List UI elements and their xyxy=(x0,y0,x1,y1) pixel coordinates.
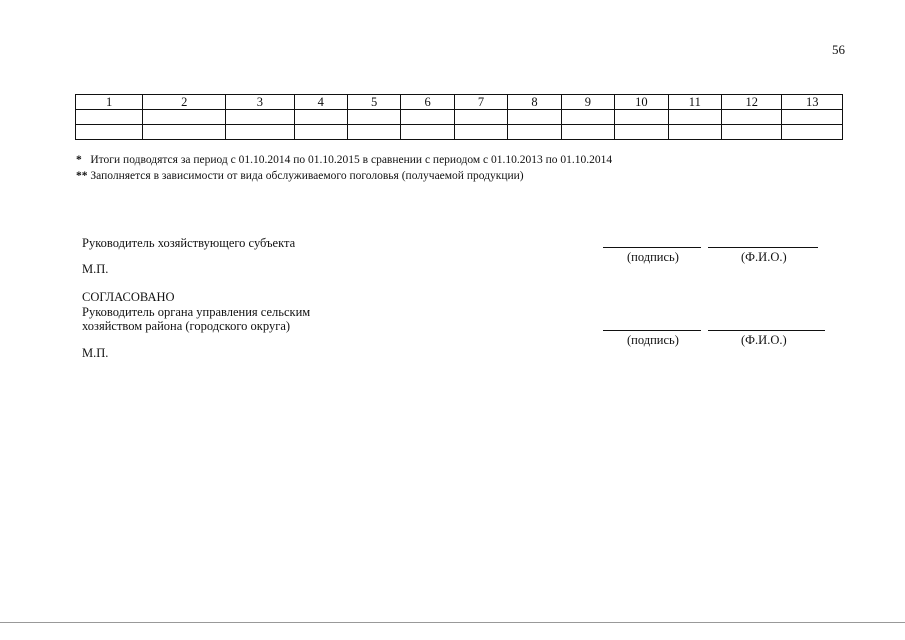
table-cell[interactable] xyxy=(294,125,347,140)
table-cell[interactable] xyxy=(401,125,454,140)
table-cell[interactable] xyxy=(226,125,294,140)
table-cell[interactable] xyxy=(454,125,507,140)
table-cell[interactable] xyxy=(143,125,226,140)
table-header-cell: 1 xyxy=(76,95,143,110)
table-cell[interactable] xyxy=(615,110,669,125)
table-cell[interactable] xyxy=(143,110,226,125)
footnote-1 xyxy=(76,154,612,166)
signatory-1-title: Руководитель хозяйствующего субъекта xyxy=(82,236,296,250)
name-caption-1: (Ф.И.О.) xyxy=(741,250,787,264)
signature-line-1[interactable] xyxy=(603,247,701,248)
signature-caption-2: (подпись) xyxy=(627,333,679,347)
footnote-2-text: Заполняется в зависимости от вида обслуживаемого поголовья (получаемой продукции) xyxy=(90,170,524,182)
signatory-2-title-line1: Руководитель органа управления сельским xyxy=(82,305,311,319)
scan-edge-line xyxy=(0,622,905,623)
table-header-cell: 2 xyxy=(143,95,226,110)
data-table xyxy=(75,94,843,140)
page-number: 56 xyxy=(832,42,845,57)
table-cell[interactable] xyxy=(508,125,561,140)
table-header-cell: 4 xyxy=(294,95,347,110)
table-header-cell: 9 xyxy=(561,95,614,110)
table-cell[interactable] xyxy=(76,125,143,140)
table-cell[interactable] xyxy=(401,110,454,125)
table-cell[interactable] xyxy=(508,110,561,125)
table-cell[interactable] xyxy=(294,110,347,125)
table-cell[interactable] xyxy=(615,125,669,140)
table-header-cell: 11 xyxy=(668,95,722,110)
stamp-place-2: М.П. xyxy=(82,346,109,360)
table-cell[interactable] xyxy=(722,110,782,125)
table-header-cell: 6 xyxy=(401,95,454,110)
table-cell[interactable] xyxy=(347,125,400,140)
table-cell[interactable] xyxy=(561,125,614,140)
table-cell[interactable] xyxy=(782,110,843,125)
name-caption-2: (Ф.И.О.) xyxy=(741,333,787,347)
table-header-row xyxy=(76,95,843,110)
signatory-2-title-line2: хозяйством района (городского округа) xyxy=(82,319,291,333)
footnote-1-text: Итоги подводятся за период с 01.10.2014 по 01.10.2015 в сравнении с периодом с 01.10.2013 по 01.10.2014 xyxy=(90,154,613,166)
stamp-place-1: М.П. xyxy=(82,262,109,276)
table-cell[interactable] xyxy=(226,110,294,125)
table-header-cell: 10 xyxy=(615,95,669,110)
table-cell[interactable] xyxy=(76,110,143,125)
table-cell[interactable] xyxy=(668,110,722,125)
table-cell[interactable] xyxy=(782,125,843,140)
table-row xyxy=(76,110,843,125)
approved-heading: СОГЛАСОВАНО xyxy=(82,290,175,304)
footnote-2 xyxy=(76,170,524,182)
table-header-cell: 12 xyxy=(722,95,782,110)
signature-line-2[interactable] xyxy=(603,330,701,331)
signature-caption-1: (подпись) xyxy=(627,250,679,264)
table-header-cell: 3 xyxy=(226,95,294,110)
table-header-cell: 8 xyxy=(508,95,561,110)
table-row xyxy=(76,125,843,140)
table-cell[interactable] xyxy=(347,110,400,125)
name-line-1[interactable] xyxy=(708,247,818,248)
table-cell[interactable] xyxy=(668,125,722,140)
table-cell[interactable] xyxy=(722,125,782,140)
table-cell[interactable] xyxy=(454,110,507,125)
table-header-cell: 13 xyxy=(782,95,843,110)
table-header-cell: 7 xyxy=(454,95,507,110)
name-line-2[interactable] xyxy=(708,330,825,331)
table-cell[interactable] xyxy=(561,110,614,125)
table-header-cell: 5 xyxy=(347,95,400,110)
footnote-2-marker: ** xyxy=(76,170,88,182)
footnote-1-marker: * xyxy=(76,154,82,166)
